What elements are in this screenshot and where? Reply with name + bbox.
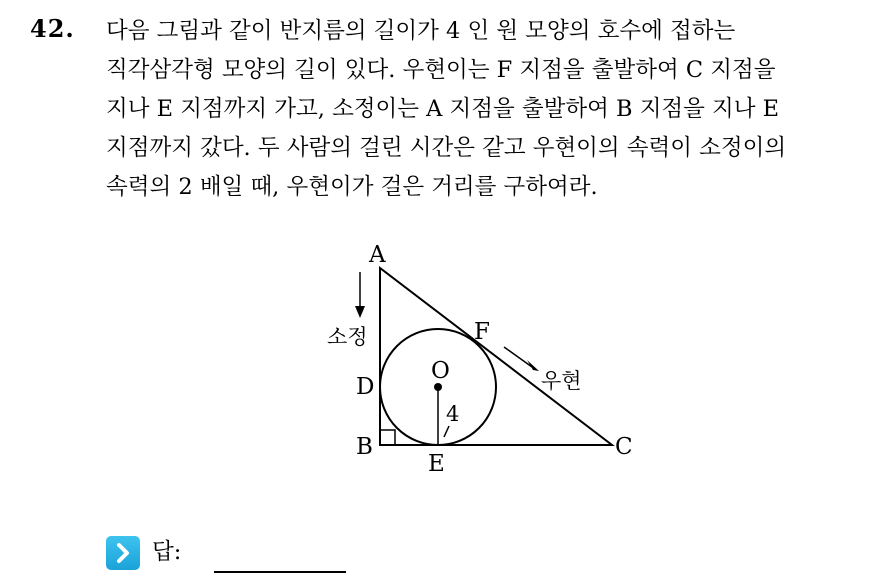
point-label-f: F <box>474 319 490 345</box>
chevron-right-icon <box>106 536 140 570</box>
woohyun-label: 우현 <box>541 369 582 393</box>
right-triangle <box>380 268 612 445</box>
right-angle-mark <box>380 430 395 445</box>
radius-label: 4 <box>446 402 460 426</box>
question-line: 다음 그림과 같이 반지름의 길이가 4 인 원 모양의 호수에 접하는 <box>106 18 736 44</box>
point-label-o: O <box>431 358 450 384</box>
point-label-b: B <box>356 434 373 460</box>
sojeong-label: 소정 <box>327 325 368 349</box>
answer-blank[interactable] <box>214 571 346 573</box>
question-line: 지점까지 갔다. 두 사람의 걸린 시간은 같고 우현이의 속력이 소정이의 <box>106 135 787 161</box>
point-label-e: E <box>428 451 445 477</box>
question-line: 속력의 2 배일 때, 우현이가 걸은 거리를 구하여라. <box>106 174 598 200</box>
question-number: 42. <box>30 14 75 43</box>
question-line: 지나 E 지점까지 가고, 소정이는 A 지점을 출발하여 B 지점을 지나 E <box>106 96 780 122</box>
arrow-down-icon <box>355 272 365 318</box>
radius-label-tick <box>444 426 449 437</box>
point-label-c: C <box>615 434 633 460</box>
answer-label: 답: <box>152 539 182 565</box>
point-label-a: A <box>369 242 386 268</box>
point-label-d: D <box>356 374 375 400</box>
question-line: 직각삼각형 모양의 길이 있다. 우현이는 F 지점을 출발하여 C 지점을 <box>106 57 776 83</box>
